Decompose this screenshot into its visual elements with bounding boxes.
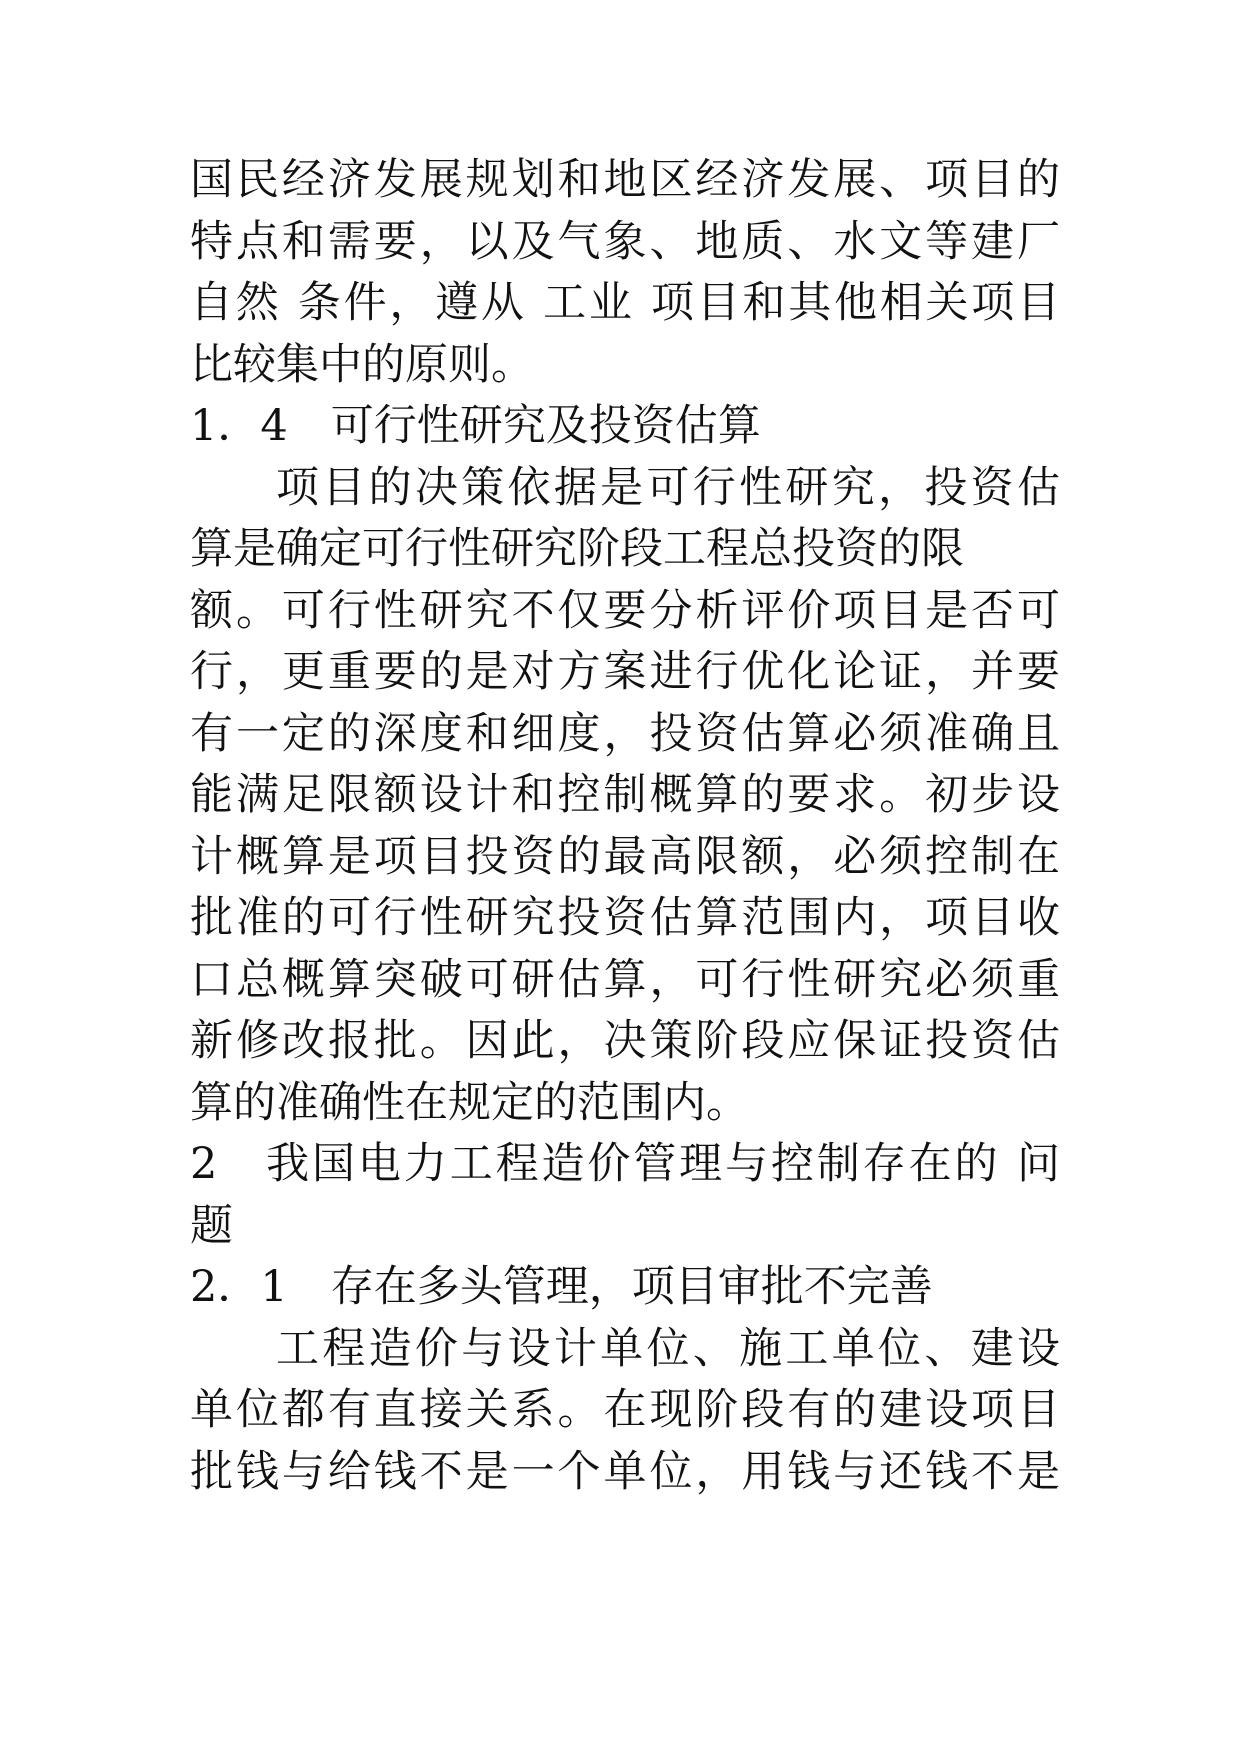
- text-line: 行，更重要的是对方案进行优化论证，并要: [190, 647, 1060, 697]
- text-line: 自然 条件，遵从 工业 项目和其他相关项目: [190, 278, 1060, 328]
- text-line: 批钱与给钱不是一个单位，用钱与还钱不是: [190, 1446, 1060, 1497]
- text-line: 批准的可行性研究投资估算范围内，项目收: [190, 893, 1060, 943]
- section-heading-2-continued: 题: [190, 1200, 233, 1251]
- text-line: 单位都有直接关系。在现阶段有的建设项目: [190, 1385, 1060, 1435]
- text-line: 特点和需要，以及气象、地质、水文等建厂: [190, 216, 1060, 267]
- text-line: 计概算是项目投资的最高限额，必须控制在: [190, 831, 1060, 882]
- text-line: 工程造价与设计单位、施工单位、建设: [276, 1323, 1060, 1374]
- text-line: 额。可行性研究不仅要分析评价项目是否可: [190, 585, 1060, 636]
- text-line: 算的准确性在规定的范围内。: [190, 1077, 749, 1128]
- text-line: 能满足限额设计和控制概算的要求。初步设: [190, 770, 1060, 820]
- text-line: 算是确定可行性研究阶段工程总投资的限: [190, 524, 964, 574]
- section-heading-1-4: 1．4 可行性研究及投资估算: [190, 401, 761, 451]
- text-line: 新修改报批。因此，决策阶段应保证投资估: [190, 1016, 1060, 1066]
- text-line: 比较集中的原则。: [190, 339, 534, 390]
- document-body: [190, 150, 1060, 1503]
- section-heading-2: 2 我国电力工程造价管理与控制存在的 问: [190, 1139, 1060, 1189]
- section-heading-2-1: 2．1 存在多头管理，项目审批不完善: [190, 1262, 933, 1312]
- text-line: 项目的决策依据是可行性研究，投资估: [276, 462, 1060, 513]
- text-line: 有一定的深度和细度，投资估算必须准确且: [190, 708, 1060, 759]
- text-line: 国民经济发展规划和地区经济发展、项目的: [190, 155, 1060, 205]
- text-line: 口总概算突破可研估算，可行性研究必须重: [190, 954, 1060, 1005]
